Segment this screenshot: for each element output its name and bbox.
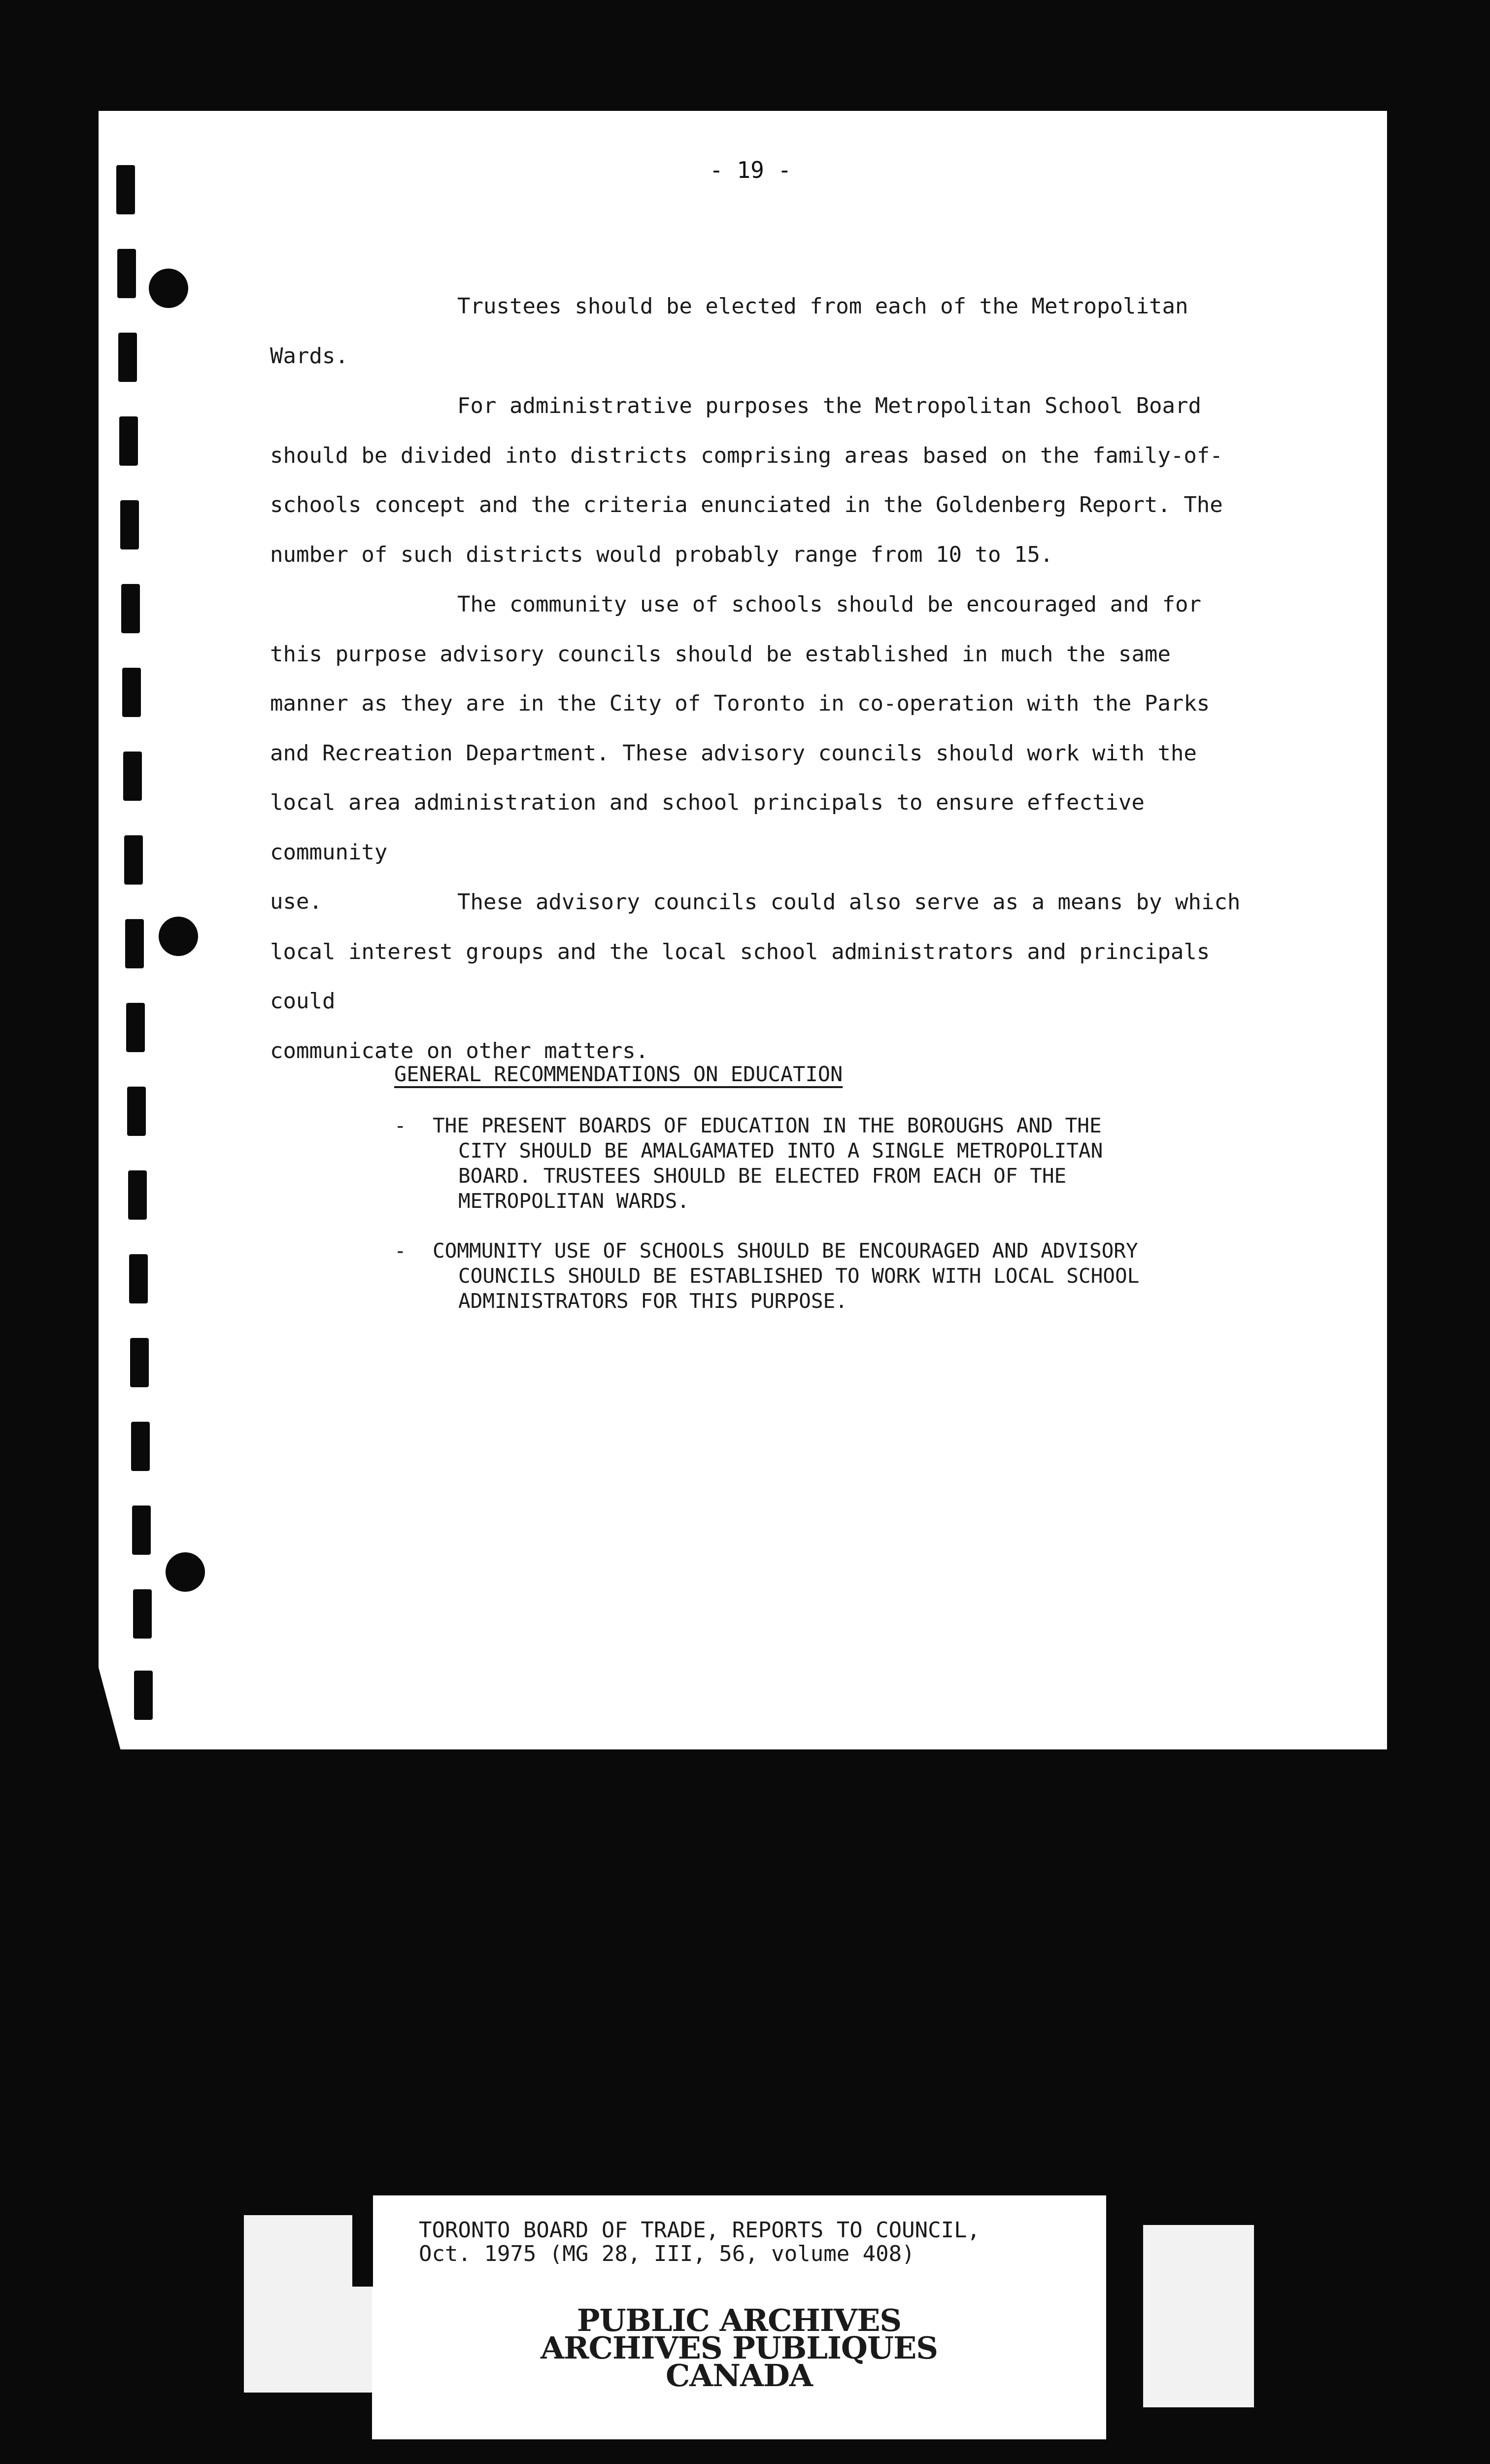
paragraph-line: local area administration and school principals to ensure effective community bbox=[270, 790, 1145, 865]
recommendation-line: CITY SHOULD BE AMALGAMATED INTO A SINGLE METROPOLITAN bbox=[458, 1139, 1103, 1163]
binder-hole bbox=[166, 1552, 205, 1592]
page-number: - 19 - bbox=[710, 157, 792, 183]
punch-mark bbox=[124, 835, 143, 885]
bullet-dash: - bbox=[394, 1114, 406, 1137]
paragraph bbox=[270, 381, 1260, 580]
recommendation-line: COUNCILS SHOULD BE ESTABLISHED TO WORK WITH LOCAL SCHOOL bbox=[458, 1264, 1140, 1288]
source-citation-line: TORONTO BOARD OF TRADE, REPORTS TO COUNCIL, bbox=[419, 2218, 981, 2243]
archives-stamp-line: PUBLIC ARCHIVES bbox=[576, 2302, 902, 2338]
punch-mark bbox=[120, 500, 139, 549]
archives-stamp-line: CANADA bbox=[665, 2358, 813, 2394]
source-citation-line: Oct. 1975 (MG 28, III, 56, volume 408) bbox=[419, 2241, 915, 2266]
paragraph-line: These advisory councils could also serve as a means by which bbox=[457, 890, 1241, 915]
paragraph-line: local interest groups and the local school administrators and principals could bbox=[270, 939, 1210, 1014]
punch-mark bbox=[118, 333, 137, 382]
binder-hole bbox=[149, 269, 188, 308]
punch-mark bbox=[119, 416, 138, 466]
punch-mark bbox=[133, 1589, 152, 1639]
punch-mark bbox=[132, 1506, 151, 1555]
paragraph-line: Wards. bbox=[270, 343, 348, 369]
bullet-dash: - bbox=[394, 1239, 406, 1263]
punch-mark bbox=[116, 165, 135, 214]
recommendation-line: ADMINISTRATORS FOR THIS PURPOSE. bbox=[458, 1289, 847, 1313]
label-notch bbox=[352, 2195, 373, 2287]
punch-mark bbox=[125, 919, 144, 968]
paragraph-line: schools concept and the criteria enunciated in the Goldenberg Report. The bbox=[270, 492, 1223, 517]
punch-mark bbox=[121, 584, 140, 633]
archives-stamp-line: ARCHIVES PUBLIQUES bbox=[540, 2330, 938, 2366]
paragraph-line: and Recreation Department. These advisory councils should work with the bbox=[270, 740, 1197, 766]
label-notch bbox=[1106, 2195, 1143, 2292]
paragraph-line: The community use of schools should be encouraged and for bbox=[457, 592, 1201, 617]
punch-mark bbox=[129, 1254, 148, 1303]
punch-mark bbox=[131, 1422, 150, 1471]
paragraph-line: this purpose advisory councils should be established in much the same bbox=[270, 641, 1171, 667]
paragraph-line: number of such districts would probably range from 10 to 15. bbox=[270, 542, 1053, 567]
binder-hole bbox=[159, 917, 198, 956]
punch-mark bbox=[134, 1671, 153, 1720]
label-card-edge bbox=[1143, 2225, 1254, 2407]
paragraph-line: Trustees should be elected from each of the Metropolitan bbox=[457, 294, 1188, 319]
recommendation-line: COMMUNITY USE OF SCHOOLS SHOULD BE ENCOURAGED AND ADVISORY bbox=[433, 1239, 1138, 1263]
paragraph-line: communicate on other matters. bbox=[270, 1038, 649, 1063]
recommendation-line: BOARD. TRUSTEES SHOULD BE ELECTED FROM EACH OF THE bbox=[458, 1164, 1067, 1188]
punch-mark bbox=[117, 249, 136, 298]
paragraph bbox=[270, 878, 1260, 1076]
punch-mark bbox=[128, 1170, 147, 1220]
paragraph bbox=[270, 282, 1260, 381]
section-heading: GENERAL RECOMMENDATIONS ON EDUCATION bbox=[394, 1062, 843, 1086]
paragraph-line: should be divided into districts comprising areas based on the family-of- bbox=[270, 443, 1223, 468]
recommendation-item bbox=[394, 1113, 1183, 1214]
paragraph-line: manner as they are in the City of Toronto in co-operation with the Parks bbox=[270, 691, 1210, 716]
recommendation-line: METROPOLITAN WARDS. bbox=[458, 1189, 689, 1213]
recommendation-item bbox=[394, 1238, 1183, 1314]
punch-mark bbox=[130, 1338, 149, 1387]
paragraph-line: For administrative purposes the Metropolitan School Board bbox=[457, 393, 1201, 418]
paragraph-line: use. bbox=[270, 889, 322, 914]
punch-mark bbox=[127, 1087, 146, 1136]
paragraph bbox=[270, 580, 1260, 927]
punch-mark bbox=[123, 752, 142, 801]
punch-mark bbox=[126, 1003, 145, 1052]
punch-mark bbox=[122, 668, 141, 717]
recommendation-line: THE PRESENT BOARDS OF EDUCATION IN THE BOROUGHS AND THE bbox=[433, 1114, 1102, 1137]
